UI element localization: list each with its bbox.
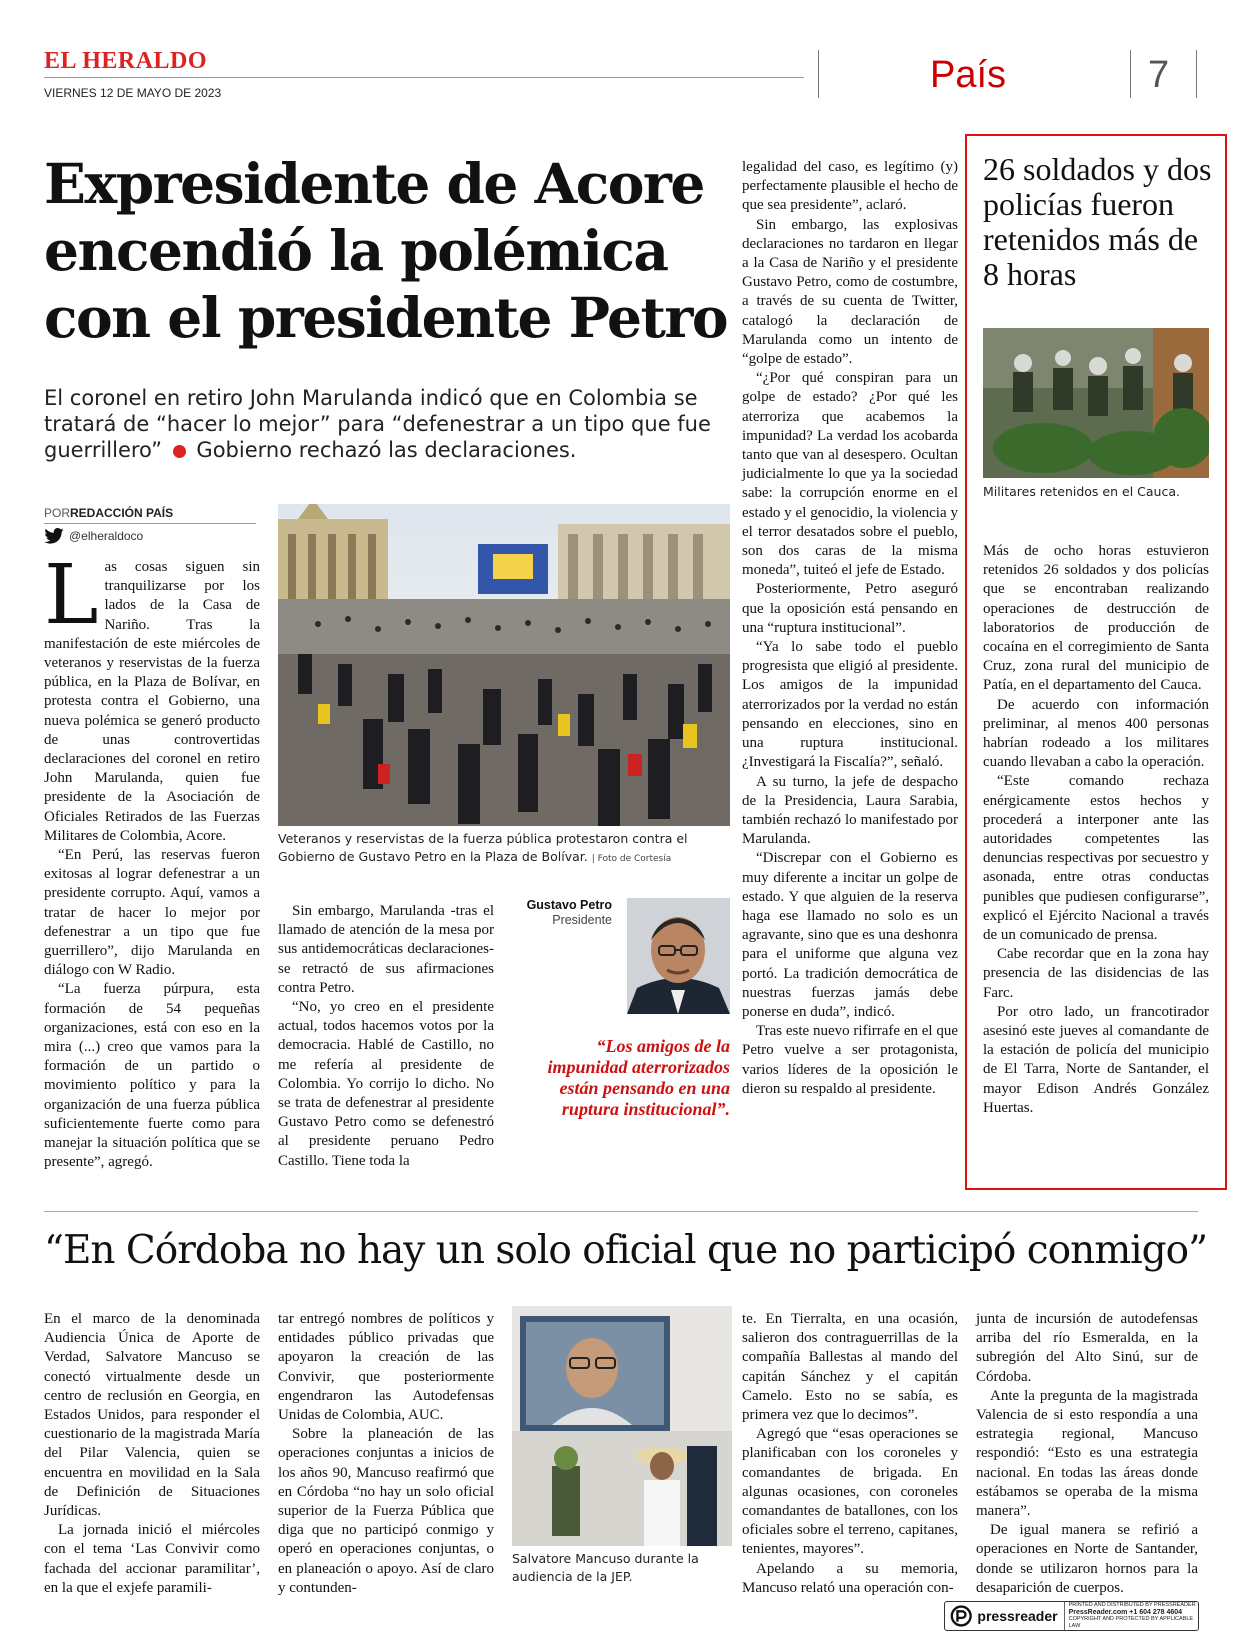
- paragraph: Sin embargo, las explosivas declaraciones no tardaron en llegar a la Casa de Nariño y el presidente Gustavo Petro, como de costumbre, a través de su cuenta de Twitter, catalogó la declaración de Marulanda como un intento de “golpe de estado”.: [742, 216, 958, 368]
- deck-text: El coronel en retiro John Marulanda indicó que en Colombia se tratará de “hacer lo mejor” para “defenestrar a un tipo que fue guerrillero”: [44, 386, 711, 462]
- paragraph: Agregó que “esas operaciones se planificaban con los coroneles y comandantes de brigada. En algunas ocasiones, con coroneles comandantes de batallones, con los oficiales sobre el terreno, capitanes, tenientes, mayores”.: [742, 1426, 958, 1558]
- second-col-3: [742, 1310, 958, 1598]
- jep-hearing-image: [512, 1306, 732, 1546]
- paragraph: Ante la pregunta de la magistrada Valencia de si esto respondía a una estrategia regional, Mancuso respondió: “Esto es una estrategia nacional. En todas las áreas donde estábamos se operaba de la misma manera”.: [976, 1387, 1198, 1520]
- masthead-rule: [44, 77, 804, 78]
- main-col-1: [44, 548, 260, 1173]
- paragraph: “Este comando rechaza enérgicamente estos hechos y procederá a interponer ante las autoridades competentes las denuncias respectivas por secuestro y asonada, entre otras conductas punibles que pudiesen configurarse”, explicó el Ejército Nacional a través de un comunicado de prensa.: [983, 773, 1209, 944]
- portrait-label: [512, 898, 612, 928]
- main-deck: [44, 385, 734, 463]
- headline-line: Expresidente de Acore: [44, 151, 704, 216]
- paragraph: junta de incursión de autodefensas arriba del río Esmeralda, en la subregión del Alto Sinú, sur de Córdoba.: [976, 1311, 1198, 1385]
- pressreader-badge: [944, 1601, 1199, 1631]
- pressreader-logo-icon: [949, 1603, 973, 1629]
- second-headline: “En Córdoba no hay un solo oficial que no participó conmigo”: [44, 1228, 1208, 1273]
- section-label: País: [930, 54, 1007, 96]
- sidebar-headline: 26 soldados y dos policías fueron retenidos más de 8 horas: [983, 151, 1212, 292]
- paragraph: tar entregó nombres de políticos y entidades público privadas que apoyaron la creación de las Convivir, que posteriormente engendraron las Autodefensas Unidas de Colombia, AUC.: [278, 1311, 494, 1424]
- second-col-4: [976, 1310, 1198, 1598]
- caption-text: Veteranos y reservistas de la fuerza pública protestaron contra el Gobierno de Gustavo Petro en la Plaza de Bolívar.: [278, 831, 688, 864]
- paragraph: “¿Por qué conspiran para un golpe de estado? ¿Por qué les aterroriza que acabemos la impunidad? La verdad los acobarda tanto que van al desespero. Ocultan judicialmente lo que ya la sociedad sabe: la corrupción enorme en el estado y el genocidio, la violencia y el terror desatados sobre el pueblo, son dos caras de la misma moneda”, tuiteó el jefe de Estado.: [742, 370, 958, 579]
- pressreader-line: PRINTED AND DISTRIBUTED BY PRESSREADER: [1068, 1602, 1196, 1608]
- masthead-logo: EL HERALDO: [44, 48, 208, 74]
- paragraph: Por otro lado, un francotirador asesinó este jueves al comandante de la estación de policía del municipio de El Tarra, Norte de Santander, el mayor Edison Andrés González Huertas.: [983, 1003, 1209, 1116]
- bullet-dot-icon: [173, 445, 186, 458]
- photo-credit: Foto de Cortesía: [597, 854, 672, 864]
- portrait-role: Presidente: [552, 913, 612, 927]
- sidebar-photo: [983, 328, 1209, 478]
- byline-prefix: POR: [44, 506, 71, 520]
- page-number: 7: [1148, 54, 1170, 96]
- header-divider: [818, 50, 819, 98]
- header-divider: [1130, 50, 1131, 98]
- issue-date: VIERNES 12 DE MAYO DE 2023: [44, 86, 222, 100]
- paragraph: Cabe recordar que en la zona hay presencia de las disidencias de las Farc.: [983, 946, 1209, 1001]
- story-divider: [44, 1211, 1198, 1212]
- header-divider: [1196, 50, 1197, 98]
- portrait-name: Gustavo Petro: [526, 898, 612, 912]
- pull-quote: “Los amigos de la impunidad aterrorizados están pensando en una ruptura institucional”.: [547, 1036, 730, 1119]
- paragraph: A su turno, la jefe de despacho de la Presidencia, Laura Sarabia, también rechazó lo manifestado por Marulanda.: [742, 773, 958, 848]
- twitter-icon: [44, 528, 64, 544]
- sidebar-photo-caption: Militares retenidos en el Cauca.: [983, 484, 1180, 499]
- paragraph: La jornada inició el miércoles con el tema ‘Las Convivir como fachada del accionar paramilitar’, en la que el exjefe paramili-: [44, 1522, 260, 1596]
- pressreader-line: COPYRIGHT AND PROTECTED BY APPLICABLE LAW: [1068, 1616, 1194, 1629]
- paragraph: “Ya lo sabe todo el pueblo progresista que eligió al presidente. Los amigos de la impunidad aterrorizados por la verdad no están pensando en elecciones, sino en una ruptura institucional. ¿Investigará la Fiscalía?”, señaló.: [742, 639, 958, 771]
- second-col-1: [44, 1310, 260, 1598]
- paragraph: Sin embargo, Marulanda -tras el llamado de atención de la mesa por sus antidemocráticas declaraciones- se retractó de sus afirmaciones contra Petro.: [278, 903, 494, 996]
- main-photo: [278, 504, 730, 826]
- twitter-handle: @elheraldoco: [69, 529, 144, 543]
- paragraph: De igual manera se refirió a operaciones en Norte de Santander, donde se utilizaron hornos para la desaparición de cuerpos.: [976, 1522, 1198, 1596]
- byline: [44, 506, 256, 544]
- pressreader-brand: pressreader: [977, 1608, 1058, 1624]
- main-headline: [44, 150, 744, 351]
- paragraph: “En Perú, las reservas fueron exitosas al lograr defenestrar a un presidente corrupto. Aquí, vamos a tratar de hacer lo mejor por defenestrar a un tipo que fue guerrillero”, dijo Marulanda en diálogo con W Radio.: [44, 847, 260, 979]
- pressreader-line: PressReader.com +1 604 278 4604: [1068, 1609, 1183, 1616]
- dropcap: L: [44, 548, 99, 643]
- headline-line: encendió la polémica: [44, 218, 668, 283]
- paragraph: En el marco de la denominada Audiencia Única de Aporte de Verdad, Salvatore Mancuso se conectó virtualmente desde un centro de reclusión en Georgia, en Estados Unidos, para responder el cuestionario de la magistrada María del Pilar Valencia, quien se encuentra en movilidad en la Sala de Definición de Situaciones Jurídicas.: [44, 1311, 260, 1520]
- retained-soldiers-image: [983, 328, 1209, 478]
- headline-line: con el presidente Petro: [44, 285, 728, 350]
- paragraph-text: as cosas siguen sin tranquilizarse por los lados de la Casa de Nariño. Tras la manifestación de este miércoles de veteranos y reservistas de la fuerza pública, en la Plaza de Bolívar, en protesta contra el Gobierno, una nueva polémica se generó producto de unas controvertidas declaraciones del coronel en retiro John Marulanda, quien fue presidente de la Asociación de Oficiales Retirados de las Fuerzas Militares de Colombia, Acore.: [44, 559, 260, 844]
- paragraph: Más de ocho horas estuvieron retenidos 26 soldados y dos policías que se encontraban realizando operaciones de destrucción de laboratorios de producción de cocaína en el corregimiento de Santa Cruz, zona rural del municipio de Patía, en el departamento del Cauca.: [983, 543, 1209, 694]
- paragraph: te. En Tierralta, en una ocasión, salieron dos contraguerrillas de la compañía Ballestas al mando del capitán Sánchez y el capitán Camelo. Esto no se sabía, es primera vez que lo decimos”.: [742, 1311, 958, 1424]
- sidebar-body: [983, 542, 1209, 1118]
- paragraph: Sobre la planeación de las operaciones conjuntas a inicios de los años 90, Mancuso reafirmó que en Córdoba “no hay un solo oficial superior de la Fuerza Pública que diga que no participó conmigo y operó en operaciones conjuntas, o en planeación o apoyo. Así de claro y contunden-: [278, 1426, 494, 1596]
- paragraph: Tras este nuevo rifirrafe en el que Petro vuelve a ser protagonista, varios líderes de la oposición le dieron su respaldo al presidente.: [742, 1023, 958, 1097]
- portrait-image: [627, 898, 730, 1014]
- main-col-2: [278, 902, 494, 1171]
- second-photo-caption: Salvatore Mancuso durante la audiencia de la JEP.: [512, 1551, 699, 1584]
- paragraph: Posteriormente, Petro aseguró que la oposición está pensando en una “ruptura institucional”.: [742, 581, 958, 636]
- main-photo-caption: Veteranos y reservistas de la fuerza pública protestaron contra el Gobierno de Gustavo Petro en la Plaza de Bolívar. | Foto de Cortesía: [278, 831, 688, 864]
- lead-paragraph: [44, 548, 260, 846]
- deck-text: Gobierno rechazó las declaraciones.: [196, 438, 577, 462]
- paragraph: “La fuerza púrpura, esta formación de 54 pequeñas organizaciones, está con eso en la mira (...) creo que vamos para la formación de un partido o movimiento político y para la organización de una fuerza pública suficientemente fuerte como para manejar la situación política que se presente”, agregó.: [44, 981, 260, 1171]
- byline-author: REDACCIÓN PAÍS: [70, 506, 174, 520]
- second-col-2: [278, 1310, 494, 1598]
- plaza-crowd-image: [278, 504, 730, 826]
- main-col-3: [742, 158, 958, 1099]
- paragraph: legalidad del caso, es legítimo (y) perfectamente plausible el hecho de que sea presidente”, aclaró.: [742, 159, 958, 214]
- paragraph: Apelando a su memoria, Mancuso relató una operación con-: [742, 1560, 958, 1596]
- paragraph: De acuerdo con información preliminar, al menos 400 personas habrían rodeado a los militares cuando llevaban a cabo la operación.: [983, 696, 1209, 771]
- petro-portrait: [627, 898, 730, 1014]
- second-photo: [512, 1306, 732, 1546]
- paragraph: “No, yo creo en el presidente actual, todos hacemos votos por la democracia. Hablé de Castillo, no me refería al presidente de Colombia. Yo corrijo lo dicho. No se trata de defenestrar al presidente Gustavo Petro como se defenestró al presidente peruano Pedro Castillo. Tiene toda la: [278, 999, 494, 1169]
- paragraph: “Discrepar con el Gobierno es muy diferente a incitar un golpe de estado. Y que alguien de la reserva haga ese llamado no solo es un agravante, sino que es una deshonra para el uniforme que alguna vez portó. La tradición democrática de nuestras fuerzas jamás debe ponerse en duda”, indicó.: [742, 850, 958, 1020]
